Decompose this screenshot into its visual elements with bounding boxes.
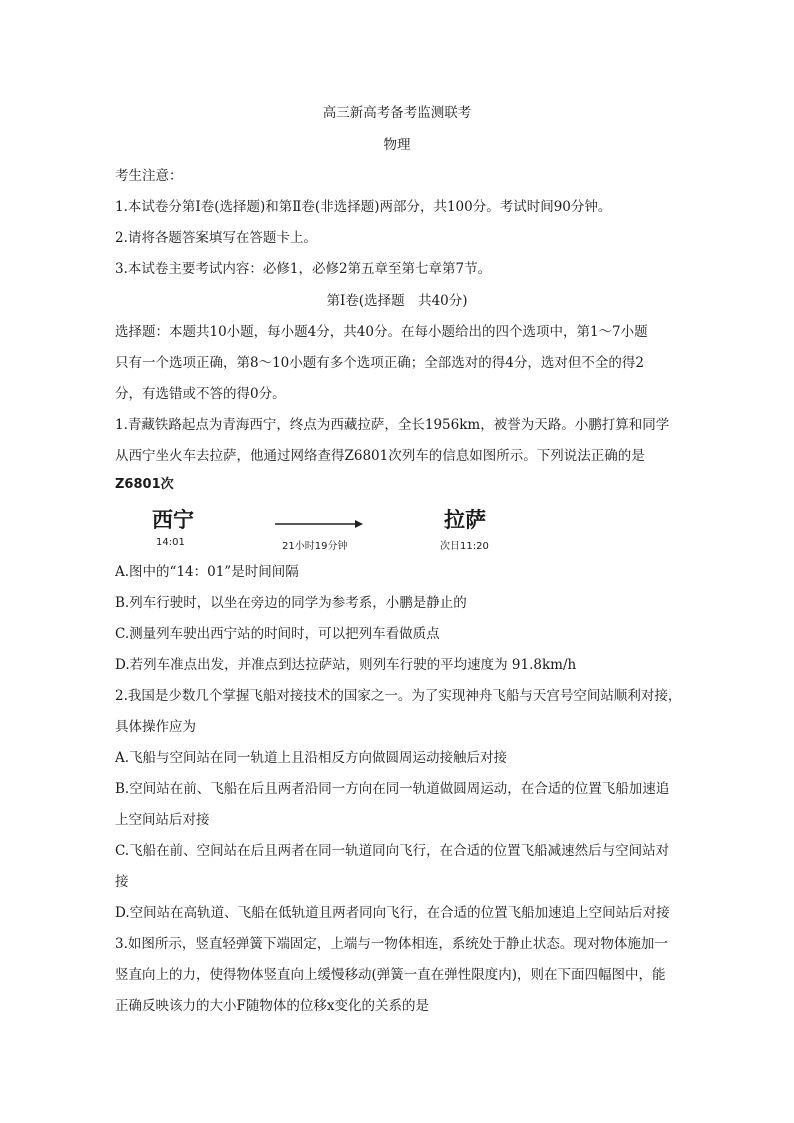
to-station: 拉萨 <box>444 508 486 532</box>
q2-option-a: A.飞船与空间站在同一轨道上且沿相反方向做圆周运动接触后对接 <box>115 750 508 766</box>
instructions-line-1: 选择题：本题共10小题，每小题4分，共40分。在每小题给出的四个选项中，第1～7小题 <box>115 324 648 340</box>
section-title: 第Ⅰ卷(选择题 共40分) <box>326 293 468 309</box>
q1-option-c: C.测量列车驶出西宁站的时间时，可以把列车看做质点 <box>115 626 440 642</box>
notice-heading: 考生注意： <box>115 168 183 184</box>
q2-stem-line-2: 具体操作应为 <box>115 719 196 735</box>
depart-time: 14:01 <box>156 537 185 548</box>
q1-option-b: B.列车行驶时，以坐在旁边的同学为参考系，小鹏是静止的 <box>115 595 467 611</box>
q1-option-d: D.若列车准点出发，并准点到达拉萨站，则列车行驶的平均速度为 91.8km/h <box>115 657 577 673</box>
q2-option-b-line-1: B.空间站在前、飞船在后且两者沿同一方向在同一轨道做圆周运动，在合适的位置飞船加速追 <box>115 781 670 797</box>
instructions-line-2: 只有一个选项正确，第8～10小题有多个选项正确；全部选对的得4分，选对但不全的得2 <box>115 355 644 371</box>
notice-item-3: 3.本试卷主要考试内容：必修1，必修2第五章至第七章第7节。 <box>115 261 492 277</box>
subject-title: 物理 <box>383 137 411 153</box>
from-station: 西宁 <box>152 508 194 532</box>
arrive-time: 次日11:20 <box>440 541 489 552</box>
q1-option-a: A.图中的“14：01”是时间间隔 <box>115 564 299 580</box>
notice-item-2: 2.请将各题答案填写在答题卡上。 <box>115 230 317 246</box>
q1-stem-line-1: 1.青藏铁路起点为青海西宁，终点为西藏拉萨，全长1956km，被誉为天路。小鹏打算和同学 <box>115 417 670 433</box>
q1-stem-line-2: 从西宁坐火车去拉萨，他通过网络查得Z6801次列车的信息如图所示。下列说法正确的是 <box>115 448 645 464</box>
q3-stem-line-3: 正确反映该力的大小F随物体的位移x变化的关系的是 <box>115 998 429 1014</box>
q2-stem-line-1: 2.我国是少数几个掌握飞船对接技术的国家之一。为了实现神舟飞船与天宫号空间站顺利对接， <box>115 688 682 704</box>
arrow-right-icon <box>275 518 363 530</box>
trip-duration: 21小时19分钟 <box>282 541 348 552</box>
train-number: Z6801次 <box>115 477 174 492</box>
exam-title: 高三新高考备考监测联考 <box>322 105 472 121</box>
q2-option-c-line-1: C.飞船在前、空间站在后且两者在同一轨道同向飞行，在合适的位置飞船减速然后与空间站对 <box>115 843 670 859</box>
q3-stem-line-1: 3.如图所示，竖直轻弹簧下端固定，上端与一物体相连，系统处于静止状态。现对物体施加一 <box>115 936 668 952</box>
q2-option-d: D.空间站在高轨道、飞船在低轨道且两者同向飞行，在合适的位置飞船加速追上空间站后对接 <box>115 905 670 921</box>
q2-option-c-line-2: 接 <box>115 874 129 890</box>
instructions-line-3: 分，有选错或不答的得0分。 <box>115 386 286 402</box>
notice-item-1: 1.本试卷分第Ⅰ卷(选择题)和第Ⅱ卷(非选择题)两部分，共100分。考试时间90分钟。 <box>115 199 612 215</box>
q2-option-b-line-2: 上空间站后对接 <box>115 812 210 828</box>
q3-stem-line-2: 竖直向上的力，使得物体竖直向上缓慢移动(弹簧一直在弹性限度内)，则在下面四幅图中，能 <box>115 967 666 983</box>
